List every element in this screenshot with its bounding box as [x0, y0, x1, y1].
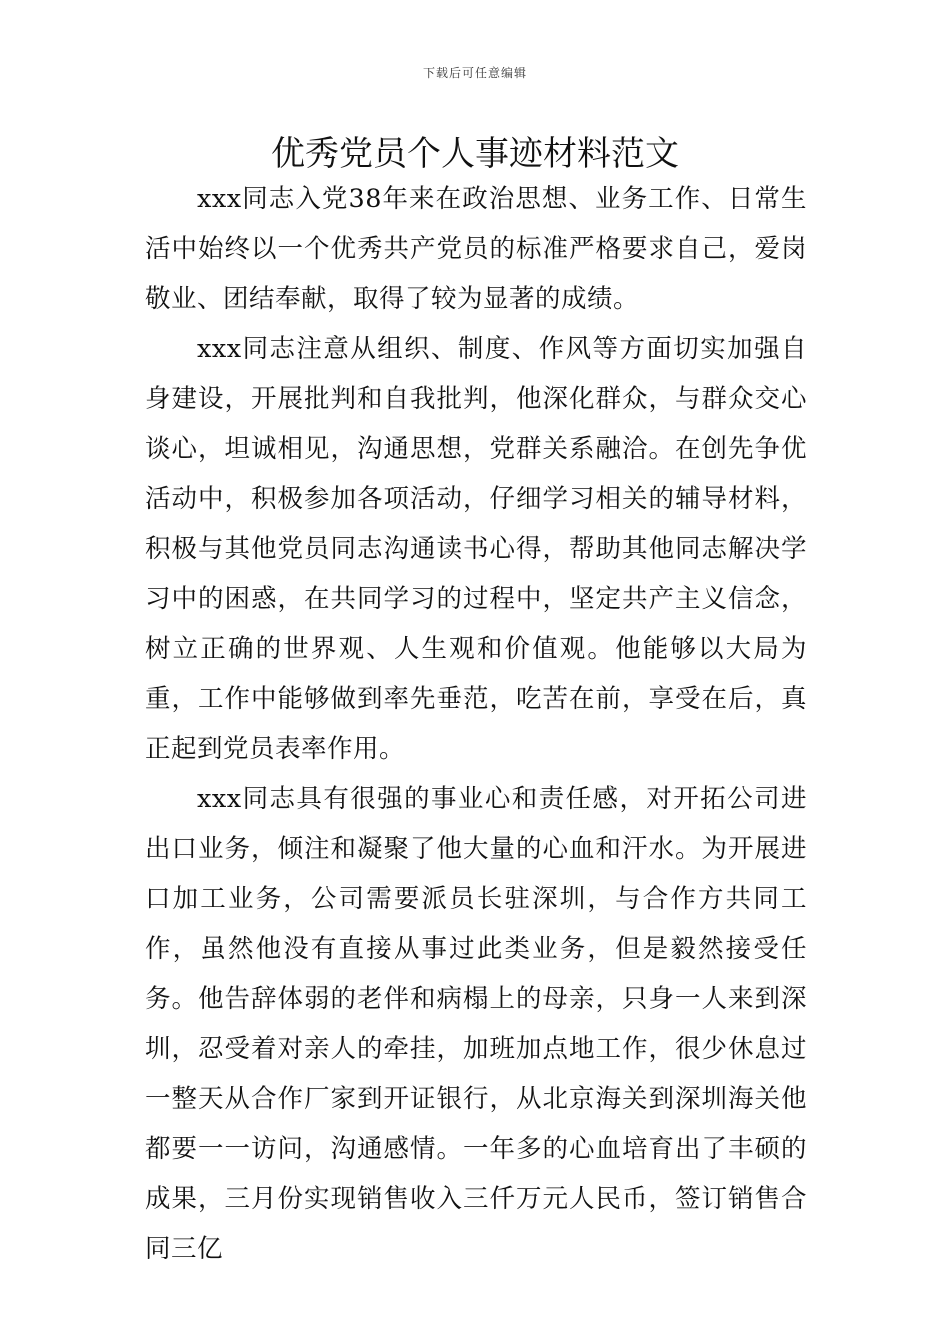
paragraph-2: xxx同志注意从组织、制度、作风等方面切实加强自身建设，开展批判和自我批判，他深化群众，与群众交心谈心，坦诚相见，沟通思想，党群关系融洽。在创先争优活动中，积极参加各项活动，仔细学习相关的辅导材料，积极与其他党员同志沟通读书心得，帮助其他同志解决学习中的困惑，在共同学习的过程中，坚定共产主义信念，树立正确的世界观、人生观和价值观。他能够以大局为重，工作中能够做到率先垂范，吃苦在前，享受在后，真正起到党员表率作用。	[145, 334, 807, 764]
paragraph-3: xxx同志具有很强的事业心和责任感，对开拓公司进出口业务，倾注和凝聚了他大量的心血和汗水。为开展进口加工业务，公司需要派员长驻深圳，与合作方共同工作，虽然他没有直接从事过此类业务，但是毅然接受任务。他告辞体弱的老伴和病榻上的母亲，只身一人来到深圳，忍受着对亲人的牵挂，加班加点地工作，很少休息过一整天从合作厂家到开证银行，从北京海关到深圳海关他都要一一访问，沟通感情。一年多的心血培育出了丰硕的成果，三月份实现销售收入三仟万元人民币，签订销售合同三亿	[145, 784, 807, 1264]
paragraph-1: xxx同志入党38年来在政治思想、业务工作、日常生活中始终以一个优秀共产党员的标准严格要求自己，爱岗敬业、团结奉献，取得了较为显著的成绩。	[145, 184, 807, 314]
header-note: 下载后可任意编辑	[422, 66, 527, 80]
document-title: 优秀党员个人事迹材料范文	[271, 134, 679, 174]
document-body	[145, 174, 807, 1274]
